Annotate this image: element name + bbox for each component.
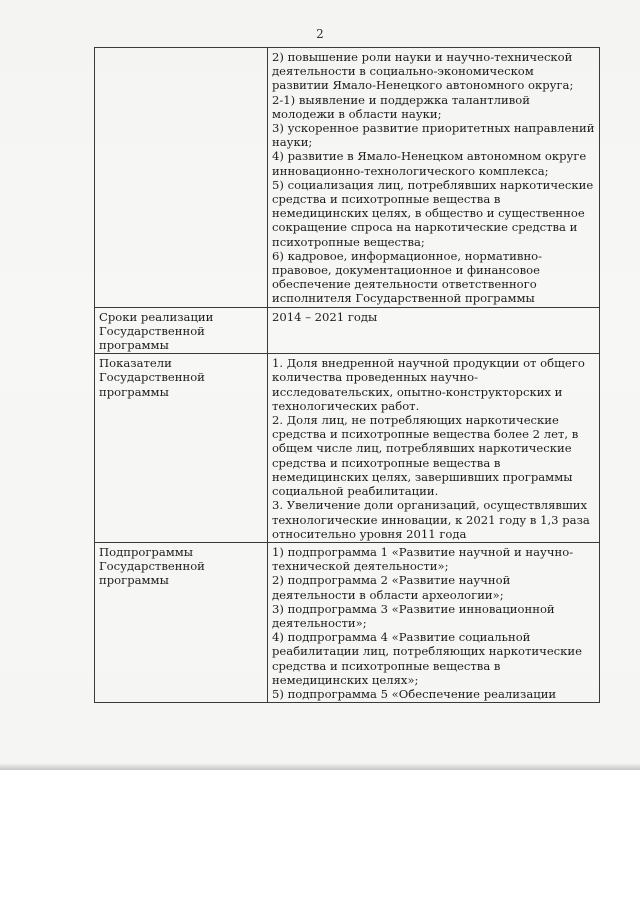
content-line: молодежи в области науки;: [272, 106, 442, 121]
row-content-cell: [268, 48, 600, 308]
content-line: 6) кадровое, информационное, нормативно-: [272, 248, 543, 263]
content-line: 3. Увеличение доли организаций, осуществлявших: [272, 498, 588, 513]
content-line: средства и психотропные вещества в: [272, 658, 501, 673]
content-line: немедицинских целях, в общество и существенное: [272, 206, 585, 221]
content-line: обеспечение деятельности ответственного: [272, 277, 537, 292]
row-content-cell: [268, 542, 600, 702]
content-line: исполнителя Государственной программы: [272, 291, 535, 306]
label-line: Сроки реализации: [99, 309, 214, 324]
content-line: технологических работ.: [272, 398, 420, 413]
row-content-cell: [268, 354, 600, 543]
content-line: сокращение спроса на наркотические средства и: [272, 220, 578, 235]
row-label-cell: [95, 307, 268, 354]
content-line: 3) ускоренное развитие приоритетных направлений: [272, 121, 595, 136]
content-line: 2-1) выявление и поддержка талантливой: [272, 92, 530, 107]
content-line: относительно уровня 2011 года: [272, 526, 467, 541]
table-row: [95, 354, 600, 543]
table-row: [95, 48, 600, 308]
content-line: 1) подпрограмма 1 «Развитие научной и научно-: [272, 544, 574, 559]
content-line: исследовательских, опытно-конструкторских и: [272, 384, 563, 399]
content-line: количества проведенных научно-: [272, 370, 479, 385]
content-line: 3) подпрограмма 3 «Развитие инновационной: [272, 601, 555, 616]
label-line: программы: [99, 573, 169, 588]
label-line: Подпрограммы: [99, 544, 194, 559]
table-row: [95, 542, 600, 702]
content-line: деятельности в области археологии»;: [272, 587, 504, 602]
content-line: 2014 – 2021 годы: [272, 309, 378, 324]
row-label-cell: [95, 542, 268, 702]
content-line: развитии Ямало-Ненецкого автономного округа;: [272, 78, 574, 93]
content-line: правовое, документационное и финансовое: [272, 263, 540, 278]
content-line: немедицинских целях»;: [272, 672, 419, 687]
content-line: средства и психотропные вещества в: [272, 455, 501, 470]
content-line: 4) подпрограмма 4 «Развитие социальной: [272, 630, 531, 645]
content-line: 1. Доля внедренной научной продукции от общего: [272, 356, 585, 371]
content-line: общем числе лиц, потреблявших наркотические: [272, 441, 572, 456]
content-line: науки;: [272, 135, 313, 150]
content-line: социальной реабилитации.: [272, 484, 439, 499]
content-line: 2) подпрограмма 2 «Развитие научной: [272, 573, 511, 588]
content-line: 5) подпрограмма 5 «Обеспечение реализации: [272, 686, 557, 701]
content-line: технологические инновации, к 2021 году в 1,3 раза: [272, 512, 590, 527]
row-content-cell: [268, 307, 600, 354]
content-line: 2. Доля лиц, не потребляющих наркотические: [272, 413, 559, 428]
label-line: программы: [99, 338, 169, 353]
label-line: Государственной: [99, 559, 205, 574]
label-line: Государственной: [99, 323, 205, 338]
content-line: деятельности»;: [272, 615, 367, 630]
label-line: программы: [99, 384, 169, 399]
content-line: инновационно-технологического комплекса;: [272, 163, 549, 178]
content-line: немедицинских целях, завершивших программы: [272, 469, 573, 484]
content-line: деятельности в социально-экономическом: [272, 64, 534, 79]
row-label-cell: [95, 48, 268, 308]
content-line: 4) развитие в Ямало-Ненецком автономном округе: [272, 149, 587, 164]
content-line: реабилитации лиц, потребляющих наркотические: [272, 644, 583, 659]
table-row: [95, 307, 600, 354]
content-line: 2) повышение роли науки и научно-технической: [272, 50, 573, 64]
label-line: Государственной: [99, 370, 205, 385]
label-line: Показатели: [99, 356, 172, 371]
content-line: психотропные вещества;: [272, 234, 425, 249]
page-number: 2: [316, 27, 324, 41]
content-line: средства и психотропные вещества в: [272, 192, 501, 207]
program-passport-table: [94, 47, 600, 703]
content-line: 5) социализация лиц, потреблявших наркотические: [272, 177, 594, 192]
content-line: технической деятельности»;: [272, 559, 449, 574]
content-line: средства и психотропные вещества более 2 лет, в: [272, 427, 579, 442]
row-label-cell: [95, 354, 268, 543]
